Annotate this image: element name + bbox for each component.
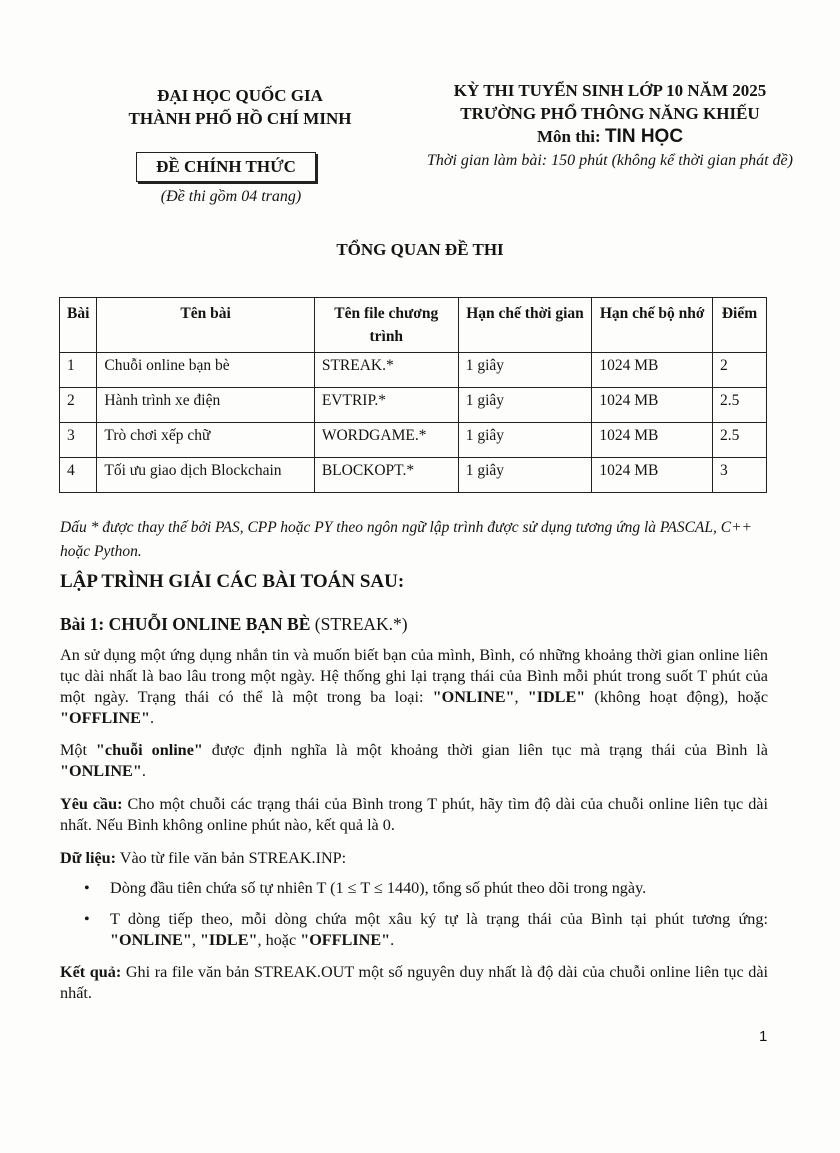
status-online: "ONLINE"	[432, 688, 515, 706]
col-header: Tên bài	[97, 298, 314, 353]
table-cell: 1024 MB	[592, 388, 713, 423]
col-header: Hạn chế bộ nhớ	[592, 298, 713, 353]
col-header: Tên file chương trình	[314, 298, 458, 353]
input-spec-list	[84, 878, 768, 961]
official-exam-box: ĐỀ CHÍNH THỨC	[136, 152, 316, 182]
table-cell: 1 giây	[458, 388, 592, 423]
problem-1-title	[60, 614, 408, 635]
issuer-block	[100, 84, 380, 130]
table-cell: 3	[60, 423, 97, 458]
separator: ,	[191, 931, 200, 949]
intro-text: An sử dụng một ứng dụng nhắn tin và muốn biết bạn của mình, Bình, có những khoảng thời gian online liên tục dài nhất là bao lâu trong một ngày. Hệ thống ghi lại trạng thái của Bình mỗi phút trong suốt T phút của một ngày. Trạng thái có thể là một trong ba loại:	[60, 646, 768, 706]
problem-1-requirement	[60, 794, 768, 836]
school-name: TRƯỜNG PHỔ THÔNG NĂNG KHIẾU	[460, 104, 760, 123]
issuer-line-2: THÀNH PHỐ HỒ CHÍ MINH	[128, 109, 352, 128]
page-count-note: (Đề thi gồm 04 trang)	[160, 188, 302, 205]
status-offline: "OFFLINE"	[300, 931, 391, 949]
table-row	[60, 353, 767, 388]
table-cell: 4	[60, 458, 97, 493]
definition-text: được định nghĩa là một khoảng thời gian liên tục mà trạng thái của Bình là	[202, 741, 768, 759]
subject-name: TIN HỌC	[604, 126, 684, 147]
status-idle: "IDLE"	[199, 931, 258, 949]
status-online: "ONLINE"	[60, 762, 142, 780]
table-cell: 1024 MB	[592, 353, 713, 388]
output-label: Kết quả:	[60, 963, 122, 981]
requirement-text: Cho một chuỗi các trạng thái của Bình trong T phút, hãy tìm độ dài của chuỗi online liên tục dài nhất. Nếu Bình không online phút nào, kết quả là 0.	[60, 795, 768, 834]
definition-term: "chuỗi online"	[95, 741, 203, 759]
problem-1-file: (STREAK.*)	[314, 614, 408, 634]
subject-line	[400, 125, 820, 149]
input-label: Dữ liệu:	[60, 849, 117, 867]
table-cell: 2.5	[713, 388, 767, 423]
table-cell: STREAK.*	[314, 353, 458, 388]
col-header: Hạn chế thời gian	[458, 298, 592, 353]
table-header-row	[60, 298, 767, 353]
list-item	[84, 909, 768, 951]
table-cell: Chuỗi online bạn bè	[97, 353, 314, 388]
table-cell: EVTRIP.*	[314, 388, 458, 423]
period: .	[141, 762, 146, 780]
problem-1-intro	[60, 645, 768, 729]
problem-1-name: Bài 1: CHUỖI ONLINE BẠN BÈ	[60, 614, 311, 634]
table-cell: Tối ưu giao dịch Blockchain	[97, 458, 314, 493]
col-header: Điểm	[713, 298, 767, 353]
status-online: "ONLINE"	[110, 931, 192, 949]
table-cell: BLOCKOPT.*	[314, 458, 458, 493]
bullet-text: T dòng tiếp theo, mỗi dòng chứa một xâu ký tự là trạng thái của Bình tại phút tương ứng:	[110, 910, 768, 928]
output-text: Ghi ra file văn bản STREAK.OUT một số nguyên duy nhất là độ dài của chuỗi online liên tục dài nhất.	[60, 963, 768, 1002]
table-cell: 1024 MB	[592, 458, 713, 493]
problem-1-input	[60, 848, 768, 869]
table-cell: 1 giây	[458, 458, 592, 493]
separator: ,	[514, 688, 528, 706]
table-cell: 2	[60, 388, 97, 423]
table-cell: 1024 MB	[592, 423, 713, 458]
table-cell: 2.5	[713, 423, 767, 458]
time-limit-line: Thời gian làm bài: 150 phút (không kể thời gian phát đề)	[427, 152, 793, 169]
table-cell: Hành trình xe điện	[97, 388, 314, 423]
problem-1-definition	[60, 740, 768, 782]
intro-text: (không hoạt động), hoặc	[585, 688, 769, 706]
page-number: 1	[759, 1028, 768, 1045]
overview-title: TỔNG QUAN ĐỀ THI	[336, 240, 504, 259]
exam-title: KỲ THI TUYỂN SINH LỚP 10 NĂM 2025	[453, 81, 767, 100]
period: .	[390, 931, 395, 949]
table-cell: 3	[713, 458, 767, 493]
requirement-label: Yêu cầu:	[60, 795, 123, 813]
exam-info-block	[400, 79, 820, 173]
section-title: LẬP TRÌNH GIẢI CÁC BÀI TOÁN SAU:	[60, 571, 405, 592]
table-cell: 1 giây	[458, 353, 592, 388]
table-row	[60, 388, 767, 423]
table-cell: 2	[713, 353, 767, 388]
status-offline: "OFFLINE"	[60, 709, 150, 727]
definition-text: Một	[60, 741, 96, 759]
table-row	[60, 423, 767, 458]
table-row	[60, 458, 767, 493]
table-cell: Trò chơi xếp chữ	[97, 423, 314, 458]
table-cell: 1	[60, 353, 97, 388]
period: .	[149, 709, 154, 727]
status-idle: "IDLE"	[527, 688, 586, 706]
language-note: Dấu * được thay thế bởi PAS, CPP hoặc PY theo ngôn ngữ lập trình được sử dụng tương ứng là PASCAL, C++ hoặc Python.	[60, 519, 752, 560]
subject-label: Môn thi:	[536, 127, 601, 146]
bullet-text: , hoặc	[257, 931, 301, 949]
table-cell: 1 giây	[458, 423, 592, 458]
col-header: Bài	[60, 298, 97, 353]
problem-1-output	[60, 962, 768, 1004]
table-cell: WORDGAME.*	[314, 423, 458, 458]
input-text: Vào từ file văn bản STREAK.INP:	[116, 849, 347, 867]
overview-table	[59, 297, 767, 493]
issuer-line-1: ĐẠI HỌC QUỐC GIA	[157, 86, 323, 105]
list-item: • Dòng đầu tiên chứa số tự nhiên T (1 ≤ T ≤ 1440), tổng số phút theo dõi trong ngày.	[84, 878, 768, 899]
